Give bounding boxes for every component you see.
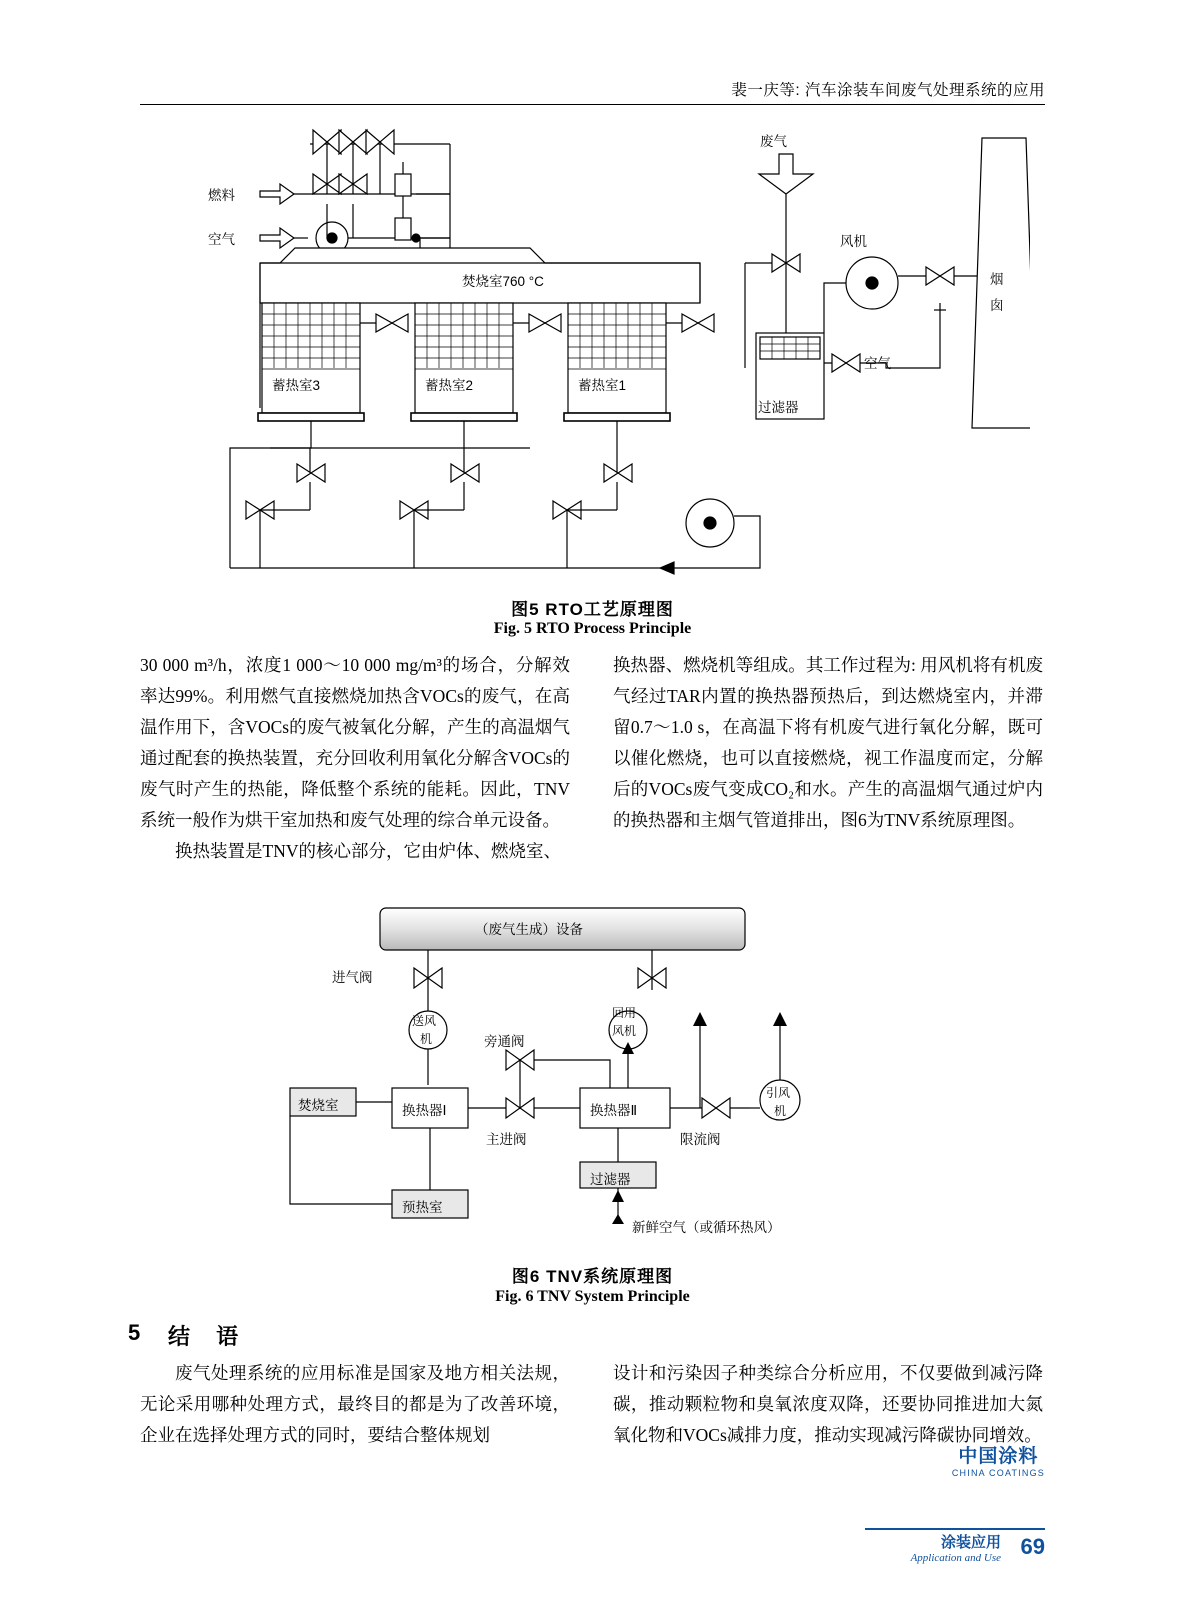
- fig6-label-induced-fan-2: 机: [774, 1104, 787, 1118]
- fig6-label-supply-fan-1: 送风: [412, 1014, 437, 1028]
- fig5-label-chimney-2: 囱: [990, 298, 1004, 313]
- figure-5-caption-cn: 图5 RTO工艺原理图: [511, 600, 674, 619]
- section-number: 5: [128, 1320, 151, 1345]
- section-right-paragraph: 设计和污染因子种类综合分析应用，不仅要做到减污降碳，推动颗粒物和臭氧浓度双降，还要协同推进加大氮氧化物和VOCs减排力度，推动实现减污降碳协同增效。: [613, 1363, 1043, 1445]
- fig6-label-limit-valve: 限流阀: [680, 1132, 721, 1147]
- section-right-column: [613, 1358, 1043, 1451]
- left-paragraph-2: 换热装置是TNV的核心部分，它由炉体、燃烧室、: [175, 841, 561, 861]
- figure-5-svg: [200, 118, 1030, 578]
- page-number: 69: [1020, 1534, 1045, 1559]
- body-right-column: [613, 650, 1043, 836]
- fig6-label-induced-fan-1: 引风: [766, 1086, 791, 1100]
- left-paragraph-1: 30 000 m³/h，浓度1 000～10 000 mg/m³的场合，分解效率达99%。利用燃气直接燃烧加热含VOCs的废气，在高温作用下，含VOCs的废气被氧化分解，产生的高温烟气通过配套的换热装置，充分回收利用氧化分解含VOCs的废气时产生的热能，降低整个系统的能耗。因此，TNV系统一般作为烘干室加热和废气处理的综合单元设备。: [140, 655, 570, 830]
- figure-6-caption-cn: 图6 TNV系统原理图: [511, 1267, 674, 1286]
- section-title: 结 语: [168, 1324, 249, 1349]
- fig5-label-chimney-1: 烟: [990, 272, 1004, 287]
- fig6-label-exchanger1: 换热器Ⅰ: [402, 1103, 447, 1118]
- fig5-label-filter: 过滤器: [758, 400, 799, 415]
- footer-label-en: Application and Use: [910, 1552, 1001, 1564]
- body-left-column: [140, 650, 570, 867]
- brand-name-cn: 中国涂料: [958, 1446, 1039, 1467]
- fig6-label-return-fan-2: 风机: [612, 1024, 637, 1038]
- brand-logo: [952, 1441, 1045, 1478]
- fig6-label-return-fan-1: 回用: [612, 1006, 637, 1020]
- figure-5-diagram: [200, 118, 1030, 578]
- figure-6-svg: [280, 900, 920, 1250]
- fig6-label-intake-valve: 进气阀: [332, 970, 373, 985]
- fig6-label-bypass-valve: 旁通阀: [484, 1034, 525, 1049]
- fig5-label-air-in: 空气: [208, 232, 235, 247]
- fig5-label-air-side: 空气: [864, 356, 891, 371]
- fig5-label-regenerator1: 蓄热室1: [578, 378, 627, 393]
- right-paragraph-1: 换热器、燃烧机等组成。其工作过程为: 用风机将有机废气经过TAR内置的换热器预热后，到达燃烧室内，并滞留0.7～1.0 s，在高温下将有机废气进行氧化分解，既可以催化燃烧，也可以直接燃烧，视工作温度而定，分解后的VOCs废气变成CO₂和水。产生的高温烟气通过炉内的换热器和主烟气管道排出，图6为TNV系统原理图。: [613, 655, 1043, 830]
- fig6-label-source-equipment: （废气生成）设备: [475, 922, 583, 937]
- footer-section-label: [911, 1531, 1001, 1564]
- fig5-label-fan: 风机: [840, 234, 867, 249]
- header-divider: [140, 104, 1045, 105]
- fig5-label-exhaust-gas: 废气: [760, 134, 787, 149]
- section-left-column: [140, 1358, 570, 1451]
- fig5-label-combustion-chamber: 焚烧室760 °C: [462, 274, 544, 289]
- fig5-label-fuel: 燃料: [208, 188, 235, 203]
- footer-divider: [865, 1528, 1045, 1530]
- fig6-label-preheat-chamber: 预热室: [402, 1200, 443, 1215]
- fig5-label-regenerator3: 蓄热室3: [272, 378, 321, 393]
- running-head: 裴一庆等: 汽车涂装车间废气处理系统的应用: [731, 82, 1045, 99]
- fig6-label-supply-fan-2: 机: [420, 1032, 433, 1046]
- footer-label-cn: 涂装应用: [940, 1534, 1001, 1551]
- fig6-label-filter: 过滤器: [590, 1172, 631, 1187]
- fig6-label-fresh-air: 新鲜空气（或循环热风）: [632, 1220, 781, 1235]
- section-left-paragraph: 废气处理系统的应用标准是国家及地方相关法规，无论采用哪种处理方式，最终目的都是为了改善环境，企业在选择处理方式的同时，要结合整体规划: [140, 1363, 570, 1445]
- brand-name-en: CHINA COATINGS: [951, 1468, 1045, 1478]
- figure-5-caption-en: Fig. 5 RTO Process Principle: [493, 620, 692, 637]
- fig6-label-exchanger2: 换热器Ⅱ: [590, 1103, 638, 1118]
- figure-6-diagram: [280, 900, 920, 1250]
- fig6-label-incinerator: 焚烧室: [298, 1098, 339, 1113]
- fig6-label-main-intake-valve: 主进阀: [486, 1132, 527, 1147]
- fig5-label-regenerator2: 蓄热室2: [425, 378, 474, 393]
- figure-6-caption-en: Fig. 6 TNV System Principle: [495, 1288, 690, 1305]
